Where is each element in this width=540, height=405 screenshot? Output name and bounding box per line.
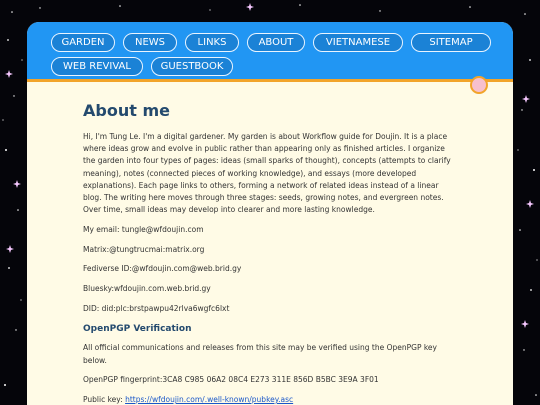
did-line: DID: did:plc:brstpawpu42rlva6wgfc6lxt	[83, 303, 230, 313]
bluesky-line: Bluesky:wfdoujin.com.web.brid.gy	[83, 284, 211, 294]
nav-web-revival[interactable]: WEB REVIVAL	[51, 57, 143, 76]
main-content	[83, 100, 458, 405]
pgp-description: All official communications and releases from this site may be verified using the OpenPGP key below.	[83, 343, 437, 365]
intro-paragraph: Hi, I'm Tung Le. I'm a digital gardener. My garden is about Workflow guide for Doujin. It is a place where ideas grow and evolve in public rather than appearing only as finished articles. I organize the garden into four types of pages: ideas (small sparks of thought), concepts (attempts to clarify meaning), notes (connected pieces of working knowledge), and essays (more developed explanations). Each page links to others, forming a network of related ideas instead of a linear blog. The writing here moves through three stages: seeds, growing notes, and evergreen notes. Over time, small ideas may develop into clearer and more lasting knowledge.	[83, 132, 451, 215]
nav-about[interactable]: ABOUT	[247, 33, 305, 52]
nav-news[interactable]: NEWS	[123, 33, 177, 52]
nav-guestbook[interactable]: GUESTBOOK	[151, 57, 233, 76]
main-nav	[27, 22, 513, 82]
page-title: About me	[83, 101, 170, 120]
nav-vietnamese[interactable]: VIETNAMESE	[313, 33, 403, 52]
pgp-fingerprint: OpenPGP fingerprint:3CA8 C985 06A2 08C4 E273 311E 856D B5BC 3E9A 3F01	[83, 375, 379, 385]
pubkey-link[interactable]: https://wfdoujin.com/.well-known/pubkey.asc	[125, 395, 294, 405]
pubkey-label: Public key:	[83, 395, 126, 405]
matrix-line: Matrix:@tungtrucmai:matrix.org	[83, 244, 205, 254]
nav-links[interactable]: LINKS	[185, 33, 239, 52]
nav-garden[interactable]: GARDEN	[51, 33, 115, 52]
page-card	[27, 22, 513, 405]
email-line: My email: tungle@wfdoujin.com	[83, 224, 204, 234]
pgp-heading: OpenPGP Verification	[83, 324, 192, 335]
nav-row-1	[51, 33, 513, 52]
theme-toggle-button[interactable]	[470, 76, 488, 94]
pubkey-line	[83, 394, 458, 405]
fediverse-line: Fediverse ID:@wfdoujin.com@web.brid.gy	[83, 264, 242, 274]
nav-sitemap[interactable]: SITEMAP	[411, 33, 491, 52]
nav-row-2	[51, 57, 513, 76]
